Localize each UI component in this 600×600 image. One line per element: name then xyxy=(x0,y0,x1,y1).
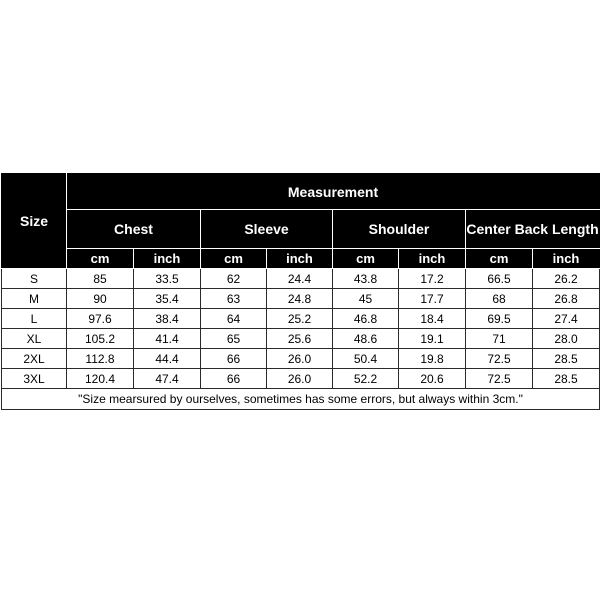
value-cell: 44.4 xyxy=(134,349,201,369)
value-cell: 19.1 xyxy=(399,329,466,349)
unit-header-chest-inch: inch xyxy=(134,249,201,269)
value-cell: 24.8 xyxy=(267,289,333,309)
value-cell: 69.5 xyxy=(466,309,533,329)
value-cell: 50.4 xyxy=(333,349,399,369)
size-cell: S xyxy=(2,269,67,289)
value-cell: 45 xyxy=(333,289,399,309)
value-cell: 66.5 xyxy=(466,269,533,289)
center-back-length-header: Center Back Length xyxy=(466,210,600,249)
value-cell: 90 xyxy=(67,289,134,309)
value-cell: 47.4 xyxy=(134,369,201,389)
table-row xyxy=(2,329,600,349)
value-cell: 66 xyxy=(201,369,267,389)
value-cell: 62 xyxy=(201,269,267,289)
value-cell: 26.0 xyxy=(267,349,333,369)
size-cell: L xyxy=(2,309,67,329)
size-cell: 3XL xyxy=(2,369,67,389)
value-cell: 17.7 xyxy=(399,289,466,309)
table-body xyxy=(2,269,600,410)
value-cell: 72.5 xyxy=(466,369,533,389)
value-cell: 41.4 xyxy=(134,329,201,349)
value-cell: 120.4 xyxy=(67,369,134,389)
value-cell: 28.0 xyxy=(533,329,600,349)
value-cell: 25.2 xyxy=(267,309,333,329)
table-row xyxy=(2,269,600,289)
value-cell: 105.2 xyxy=(67,329,134,349)
value-cell: 64 xyxy=(201,309,267,329)
shoulder-header: Shoulder xyxy=(333,210,466,249)
value-cell: 35.4 xyxy=(134,289,201,309)
chest-header: Chest xyxy=(67,210,201,249)
value-cell: 17.2 xyxy=(399,269,466,289)
value-cell: 48.6 xyxy=(333,329,399,349)
value-cell: 63 xyxy=(201,289,267,309)
unit-header-chest-cm: cm xyxy=(67,249,134,269)
value-cell: 38.4 xyxy=(134,309,201,329)
size-cell: 2XL xyxy=(2,349,67,369)
value-cell: 28.5 xyxy=(533,349,600,369)
value-cell: 26.2 xyxy=(533,269,600,289)
header-row-groups xyxy=(2,210,600,249)
value-cell: 27.4 xyxy=(533,309,600,329)
table-row xyxy=(2,369,600,389)
value-cell: 25.6 xyxy=(267,329,333,349)
header-row-measurement xyxy=(2,174,600,210)
value-cell: 46.8 xyxy=(333,309,399,329)
value-cell: 97.6 xyxy=(67,309,134,329)
value-cell: 28.5 xyxy=(533,369,600,389)
unit-header-sleeve-cm: cm xyxy=(201,249,267,269)
unit-header-length-inch: inch xyxy=(533,249,600,269)
value-cell: 18.4 xyxy=(399,309,466,329)
value-cell: 43.8 xyxy=(333,269,399,289)
table-header xyxy=(2,174,600,269)
size-chart-table xyxy=(1,173,600,410)
table-row xyxy=(2,309,600,329)
size-cell: XL xyxy=(2,329,67,349)
value-cell: 52.2 xyxy=(333,369,399,389)
size-column-header: Size xyxy=(2,174,67,269)
measurement-header: Measurement xyxy=(67,174,600,210)
value-cell: 72.5 xyxy=(466,349,533,369)
value-cell: 24.4 xyxy=(267,269,333,289)
unit-header-sleeve-inch: inch xyxy=(267,249,333,269)
value-cell: 26.0 xyxy=(267,369,333,389)
value-cell: 33.5 xyxy=(134,269,201,289)
value-cell: 68 xyxy=(466,289,533,309)
value-cell: 19.8 xyxy=(399,349,466,369)
measurement-note: "Size mearsured by ourselves, sometimes has some errors, but always within 3cm." xyxy=(2,389,600,410)
unit-header-shoulder-cm: cm xyxy=(333,249,399,269)
note-row xyxy=(2,389,600,410)
value-cell: 112.8 xyxy=(67,349,134,369)
value-cell: 65 xyxy=(201,329,267,349)
value-cell: 26.8 xyxy=(533,289,600,309)
unit-header-shoulder-inch: inch xyxy=(399,249,466,269)
size-cell: M xyxy=(2,289,67,309)
unit-header-length-cm: cm xyxy=(466,249,533,269)
value-cell: 85 xyxy=(67,269,134,289)
value-cell: 66 xyxy=(201,349,267,369)
value-cell: 71 xyxy=(466,329,533,349)
value-cell: 20.6 xyxy=(399,369,466,389)
table-row xyxy=(2,349,600,369)
sleeve-header: Sleeve xyxy=(201,210,333,249)
header-row-units xyxy=(2,249,600,269)
table-row xyxy=(2,289,600,309)
